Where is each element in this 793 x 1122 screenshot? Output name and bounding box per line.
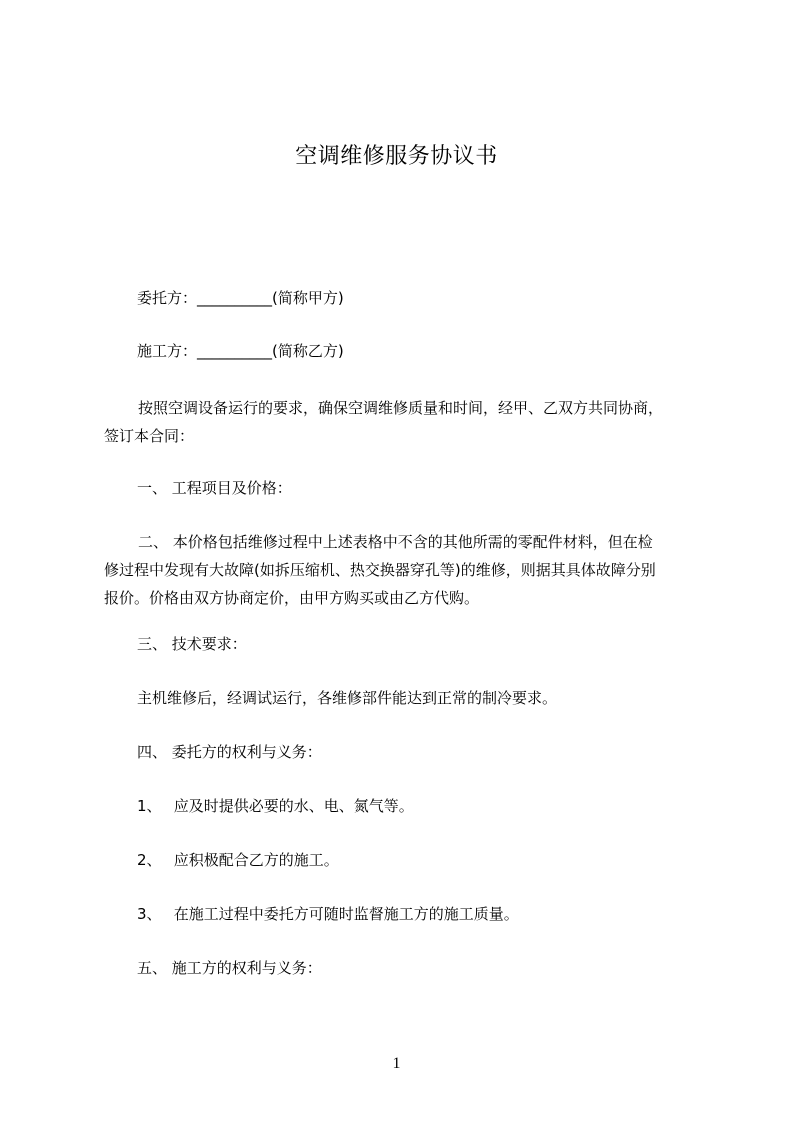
list-item-number: 1、 [137, 797, 162, 815]
intro-paragraph [104, 394, 704, 450]
list-item [137, 795, 414, 817]
page-number: 1 [392, 1055, 401, 1072]
client-line: 委托方：__________(简称甲方) [137, 289, 344, 307]
list-item-text: 应及时提供必要的水、电、氮气等。 [173, 797, 414, 815]
list-item-text: 应积极配合乙方的施工。 [173, 851, 339, 869]
intro-line-2: 签订本合同： [104, 427, 195, 445]
section-heading-1: 一、 工程项目及价格： [137, 479, 292, 497]
intro-line-1: 按照空调设备运行的要求，确保空调维修质量和时间，经甲、乙双方共同协商， [138, 399, 664, 417]
section-2-paragraph [104, 528, 702, 612]
section-3-text: 主机维修后，经调试运行，各维修部件能达到正常的制冷要求。 [137, 689, 558, 707]
section-heading-4: 四、 委托方的权利与义务： [137, 743, 322, 761]
list-item [137, 849, 339, 871]
list-item-number: 3、 [137, 905, 162, 923]
list-item [137, 903, 519, 925]
section-heading-5: 五、 施工方的权利与义务： [137, 959, 322, 977]
contractor-line: 施工方：__________(简称乙方) [137, 342, 344, 360]
section-heading-3: 三、 技术要求： [137, 635, 247, 653]
section-2-line-1: 二、 本价格包括维修过程中上述表格中不含的其他所需的零配件材料，但在检 [138, 533, 653, 551]
section-2-line-2: 修过程中发现有大故障(如拆压缩机、热交换器穿孔等)的维修，则据其具体故障分别 [104, 561, 656, 579]
list-item-number: 2、 [137, 851, 162, 869]
section-2-line-3: 报价。价格由双方协商定价，由甲方购买或由乙方代购。 [104, 589, 480, 607]
list-item-text: 在施工过程中委托方可随时监督施工方的施工质量。 [173, 905, 519, 923]
page-title: 空调维修服务协议书 [295, 144, 498, 169]
